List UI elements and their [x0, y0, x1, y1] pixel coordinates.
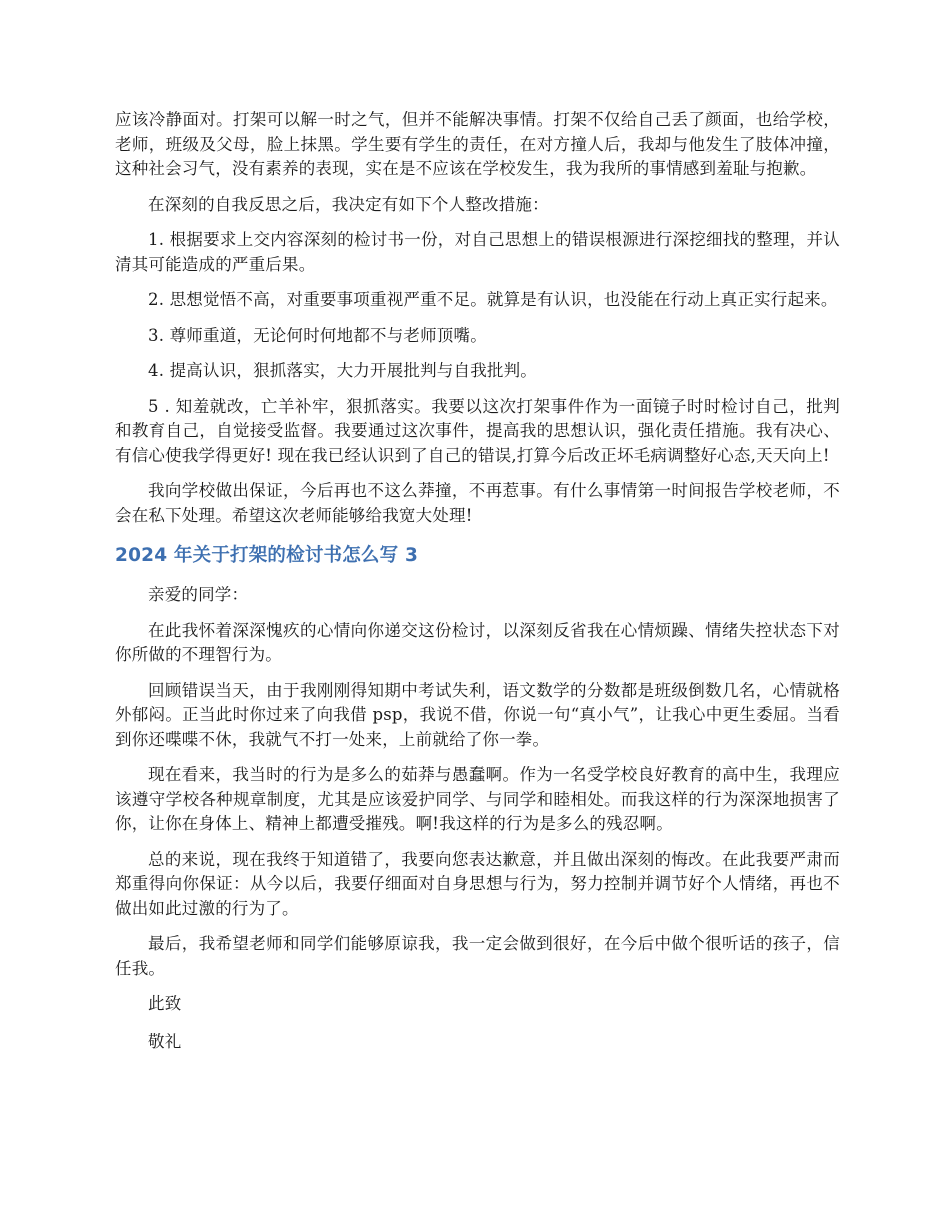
paragraph: 现在看来，我当时的行为是多么的茹莽与愚蠢啊。作为一名受学校良好教育的高中生，我理应该遵守学校各种规章制度，尤其是应该爱护同学、与同学和睦相处。而我这样的行为深深地损害了你，让你在身体上、精神上都遭受摧残。啊!我这样的行为是多么的残忍啊。 — [115, 765, 840, 833]
paragraph: 在此我怀着深深愧疚的心情向你递交这份检讨，以深刻反省我在心情烦躁、情绪失控状态下对你所做的不理智行为。 — [115, 620, 840, 664]
section-heading: 2024 年关于打架的检讨书怎么写 3 — [115, 545, 419, 566]
paragraph: 回顾错误当天，由于我刚刚得知期中考试失利，语文数学的分数都是班级倒数几名，心情就格外郁闷。正当此时你过来了向我借 psp，我说不借，你说一句“真小气”，让我心中更生委屈。当看到你还喋喋不休，我就气不打一处来，上前就给了你一拳。 — [115, 680, 840, 749]
paragraph: 在深刻的自我反思之后，我决定有如下个人整改措施： — [148, 194, 549, 214]
list-item: 1. 根据要求上交内容深刻的检讨书一份，对自己思想上的错误根源进行深挖细找的整理，并认清其可能造成的严重后果。 — [115, 230, 840, 274]
paragraph: 总的来说，现在我终于知道错了，我要向您表达歉意，并且做出深刻的悔改。在此我要严肃而郑重得向你保证：从今以后，我要仔细面对自身思想与行为，努力控制并调节好个人情绪，再也不做出如此过激的行为了。 — [115, 849, 840, 918]
document-page — [115, 108, 840, 1067]
closing-line: 此致 — [148, 994, 182, 1013]
list-item: 3. 尊师重道，无论何时何地都不与老师顶嘴。 — [148, 325, 487, 345]
list-item: 2. 思想觉悟不高，对重要事项重视严重不足。就算是有认识，也没能在行动上真正实行起来。 — [148, 290, 838, 309]
list-item: 5 . 知羞就改，亡羊补牢，狠抓落实。我要以这次打架事件作为一面镜子时时检讨自己，批判和教育自己，自觉接受监督。我要通过这次事件，提高我的思想认识，强化责任措施。我有决心、有信心使我学得更好! 现在我已经认识到了自己的错误,打算今后改正坏毛病调整好心态,天天向上! — [115, 396, 840, 465]
paragraph: 我向学校做出保证，今后再也不这么莽撞，不再惹事。有什么事情第一时间报告学校老师，不会在私下处理。希望这次老师能够给我宽大处理! — [115, 481, 840, 525]
paragraph: 最后，我希望老师和同学们能够原谅我，我一定会做到很好，在今后中做个很听话的孩子，信任我。 — [115, 934, 840, 978]
paragraph: 应该冷静面对。打架可以解一时之气，但并不能解决事情。打架不仅给自己丢了颜面，也给学校，老师，班级及父母，脸上抹黑。学生要有学生的责任，在对方撞人后，我却与他发生了肢体冲撞，这种社会习气，没有素养的表现，实在是不应该在学校发生，我为我所的事情感到羞耻与抱歉。 — [115, 110, 840, 178]
salutation: 亲爱的同学： — [148, 585, 249, 604]
list-item: 4. 提高认识，狠抓落实，大力开展批判与自我批判。 — [148, 361, 537, 380]
closing-line: 敬礼 — [148, 1031, 182, 1051]
